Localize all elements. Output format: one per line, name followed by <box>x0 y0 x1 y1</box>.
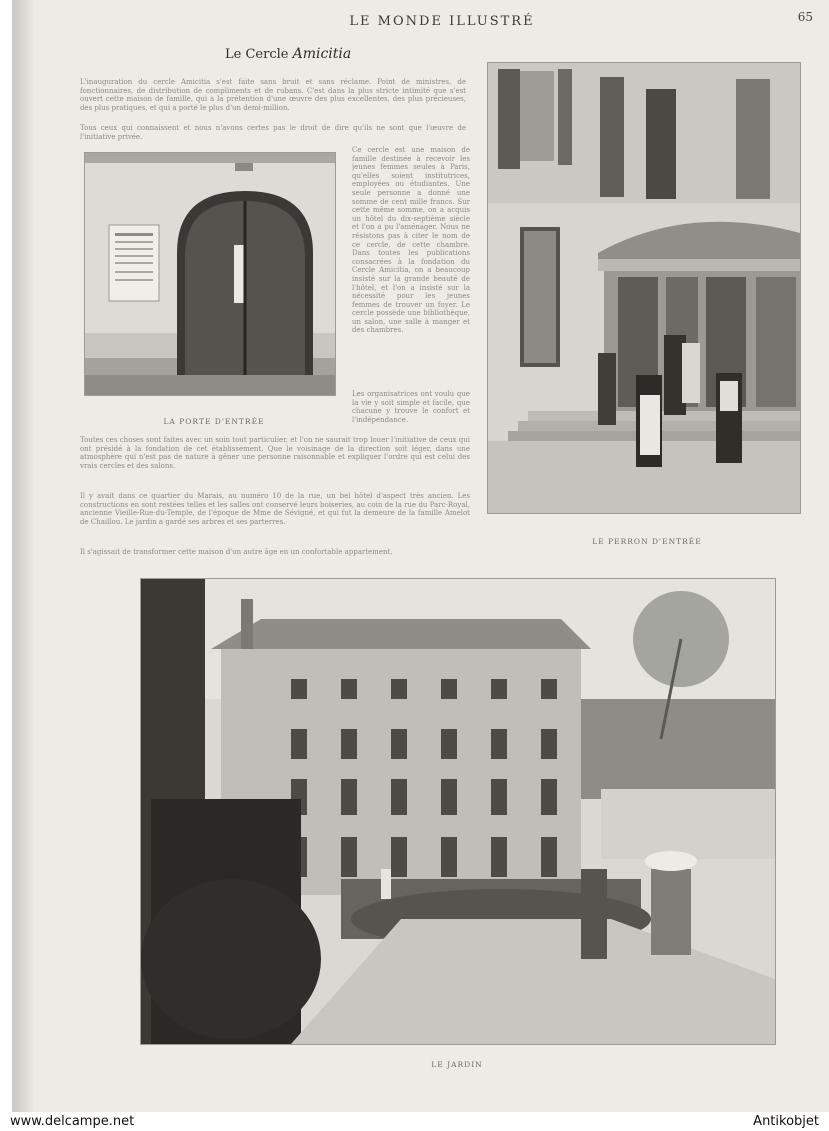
column-paragraph-2: Les organisatrices ont voulu que la vie y soit simple et facile, que chacune y trouve le confort et l'indépendance. <box>352 390 470 424</box>
entrance-steps-caption: LE PERRON D'ENTRÉE <box>592 537 702 546</box>
watermark-left: www.delcampe.net <box>10 1114 135 1129</box>
intro-paragraph: L'inauguration du cercle Amicitia s'est faite sans bruit et sans réclame. Point de ministres, de fonctionnaires, de distribution de compliments et de rubans. C'est dans la plus stricte intimité que s'est ouvert cette maison de famille, qui a la prétention d'une œuvre des plus excellentes, des plus précieuses, des plus pratiques, et qui a porté le plus d'un demi-million. <box>80 78 466 112</box>
lower-paragraph-2: Il y avait dans ce quartier du Marais, au numéro 10 de la rue, un bel hôtel d'aspect très ancien. Les constructions en sont restées telles et les salles ont conservé leurs boiseries, au coin de la rue du Parc-Royal, ancienne Vieille-Rue-du-Temple, de l'époque de Mme de Sévigné, et qui fut la demeure de la famille Amelot de Chaillou. Le jardin a gardé ses arbres et ses parterres. <box>80 492 470 526</box>
masthead: LE MONDE ILLUSTRÉ <box>349 14 535 29</box>
garden-caption: LE JARDIN <box>431 1060 483 1069</box>
garden-photo <box>140 578 776 1045</box>
article-title-name: Amicitia <box>292 46 352 62</box>
page-spine <box>12 0 34 1112</box>
watermark-right: Antikobjet <box>753 1114 819 1129</box>
lower-paragraph: Toutes ces choses sont faites avec un soin tout particulier, et l'on ne saurait trop louer l'initiative de ceux qui ont présidé à la fondation de cet établissement. Que le voisinage de la direction soit léger, dans une atmosphère qui n'est pas de nature à gêner une personne raisonnable et expliquer l'ordre qui est celui des vrais cercles et des salons. <box>80 436 470 470</box>
lower-paragraph-3: Il s'agissait de transformer cette maison d'un autre âge en un confortable appartement. <box>80 548 393 556</box>
entrance-steps-photo <box>487 62 801 514</box>
entrance-door-caption: LA PORTE D'ENTRÉE <box>163 417 265 426</box>
article-title <box>225 46 351 62</box>
newspaper-page <box>12 0 829 1112</box>
page-number: 65 <box>797 10 813 24</box>
entrance-steps-illustration <box>488 63 800 513</box>
entrance-door-illustration <box>85 153 335 395</box>
second-paragraph: Tous ceux qui connaissent et nous n'avons certes pas le droit de dire qu'ils ne sont que l'œuvre de l'initiative privée. <box>80 124 466 141</box>
article-title-prefix: Le Cercle <box>225 47 289 62</box>
garden-illustration <box>141 579 775 1044</box>
entrance-door-photo <box>84 152 336 396</box>
column-paragraph: Ce cercle est une maison de famille destinée à recevoir les jeunes femmes seules à Paris, qu'elles soient institutrices, employées ou étudiantes. Une seule personne a donné une somme de cent mille francs. Sur cette même somme, on a acquis un hôtel du dix-septième siècle et l'on a pu l'aménager. Nous ne résistons pas à citer le nom de ce cercle, de cette chambre. Dans toutes les publications consacrées à la fondation du Cercle Amicitia, on a beaucoup insisté sur la grande beauté de l'hôtel, et l'on a insisté sur la nécessité pour les jeunes femmes de trouver un foyer. Le cercle possède une bibliothèque, un salon, une salle à manger et des chambres. <box>352 146 470 335</box>
